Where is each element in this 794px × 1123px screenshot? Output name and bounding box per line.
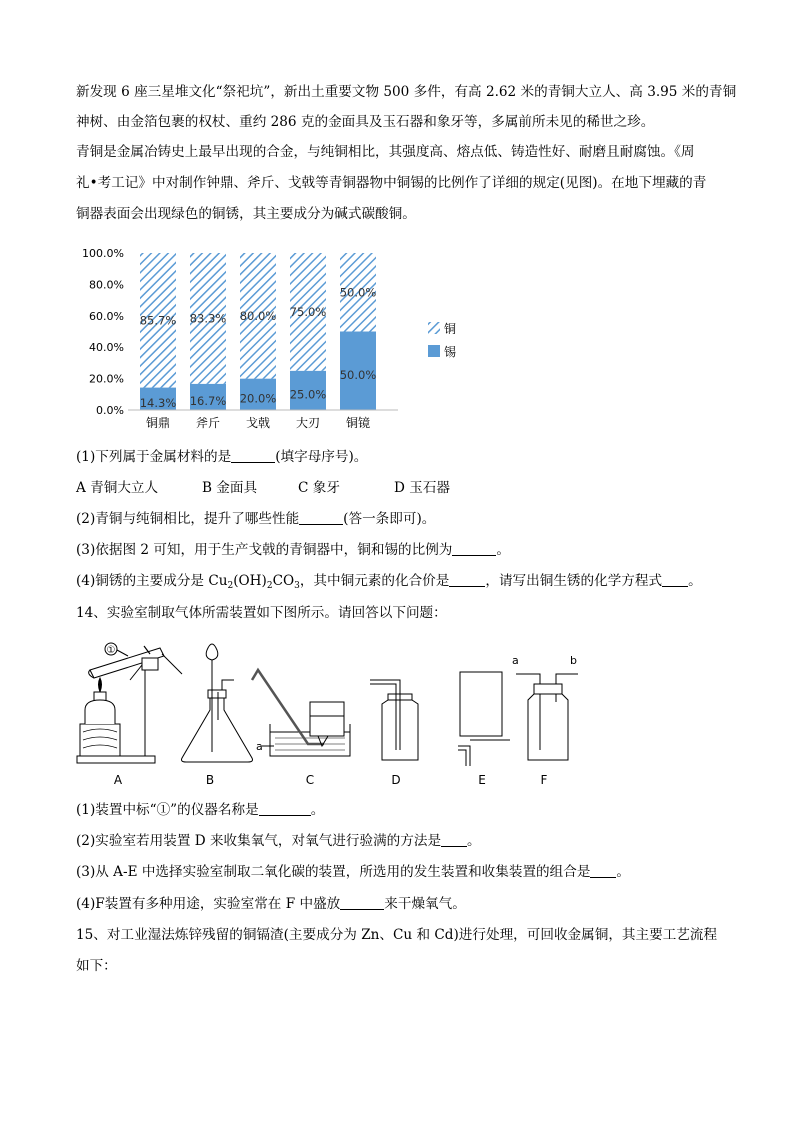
q14-3-text: (3)从 A-E 中选择实验室制取二氧化碳的装置，所选用的发生装置和收集装置的组合是 [76,864,591,880]
q15-line: 如下： [76,958,117,974]
label-e: E [478,773,486,787]
marker-1: ① [106,645,116,656]
q13-4-text: ，其中铜元素的化合价是 [299,573,450,589]
label-c: C [305,773,315,787]
label-f: F [540,773,548,787]
apparatus-d [370,680,418,760]
label-a-f: a [512,654,519,667]
answer-blank[interactable] [662,572,688,587]
y-tick-label: 60.0% [89,309,124,323]
legend-label-tin: 锡 [444,345,457,359]
q13-options [76,478,450,498]
data-label-copper: 85.7% [139,313,177,328]
legend-swatch-copper [428,322,440,334]
data-label-copper: 75.0% [289,304,327,319]
y-axis [82,247,124,417]
formula-sub: 3 [294,581,300,591]
x-tick-label: 铜镜 [345,416,371,430]
intro-line: 铜器表面会出现绿色的铜锈，其主要成分为碱式碳酸铜。 [76,206,416,222]
label-a-c: a [256,740,263,753]
data-label-tin: 14.3% [139,395,177,410]
answer-blank[interactable] [449,572,485,587]
y-tick-label: 40.0% [89,341,124,355]
q13-3-text: (3)依据图 2 可知，用于生产戈戟的青铜器中，铜和锡的比例为 [76,542,453,558]
q13-1-text: (1)下列属于金属材料的是 [76,449,232,465]
q14-4 [76,894,466,914]
answer-blank[interactable] [590,863,616,878]
q14-1-text-end: 。 [310,802,325,818]
y-tick-label: 80.0% [89,278,124,292]
q15-line: 15、对工业湿法炼锌残留的铜镉渣(主要成分为 Zn、Cu 和 Cd)进行处理，可回收金属铜，其主要工艺流程 [76,927,718,943]
q13-4 [76,571,702,596]
formula-sub: 2 [227,581,234,591]
x-axis [128,410,398,430]
x-tick-label: 斧斤 [195,416,221,430]
q13-2 [76,509,435,529]
q13-4-text: ，请写出铜生锈的化学方程式 [485,573,663,589]
y-tick-label: 20.0% [89,372,124,386]
y-tick-label: 0.0% [96,404,124,417]
q14-1-text: (1)装置中标“①”的仪器名称是 [76,802,259,818]
q13-1 [76,447,367,467]
option-c: C 象牙 [298,480,340,496]
x-tick-label: 戈戟 [245,416,271,430]
label-b-f: b [570,654,577,667]
intro-line: 新发现 6 座三星堆文化“祭祀坑”，新出土重要文物 500 多件，有高 2.62 米的青铜大立人、高 3.95 米的青铜 [76,84,737,100]
copper-tin-ratio-chart [70,240,490,435]
answer-blank[interactable] [231,448,275,463]
data-label-copper: 83.3% [189,311,227,326]
formula-part: (OH) [233,573,267,589]
answer-blank[interactable] [452,541,496,556]
answer-blank[interactable] [340,895,384,910]
data-label-copper: 50.0% [339,285,377,300]
q14-2 [76,831,481,851]
formula-part: CO [272,573,295,589]
x-tick-label: 铜鼎 [145,416,171,430]
apparatus-e [458,672,510,766]
q13-3 [76,540,510,560]
apparatus-b [182,644,253,762]
answer-blank[interactable] [259,801,311,816]
q13-2-text-end: (答一条即可)。 [343,511,436,527]
option-d: D 玉石器 [394,480,451,496]
data-label-copper: 80.0% [239,308,277,323]
option-b: B 金面具 [202,480,258,496]
apparatus-f [512,654,578,760]
q13-2-text: (2)青铜与纯铜相比，提升了哪些性能 [76,511,300,527]
q13-4-text-end: 。 [688,573,702,589]
intro-line: 青铜是金属冶铸史上最早出现的合金，与纯铜相比，其强度高、熔点低、铸造性好、耐磨且耐腐蚀。《周 [76,144,695,160]
lab-apparatus-figure [70,640,630,790]
answer-blank[interactable] [299,510,343,525]
legend-swatch-tin [428,345,440,357]
q13-1-text-end: (填字母序号)。 [275,449,368,465]
q14-1 [76,800,324,820]
q14-3 [76,862,630,882]
intro-line: 神树、由金箔包裹的权杖、重约 286 克的金面具及玉石器和象牙等，多属前所未见的稀世之珍。 [76,114,655,130]
answer-blank[interactable] [441,832,467,847]
x-tick-label: 大刃 [295,416,321,430]
q14-2-text: (2)实验室若用装置 D 来收集氧气，对氧气进行验满的方法是 [76,833,442,849]
label-b: B [205,773,215,787]
data-label-tin: 50.0% [339,367,377,382]
apparatus-a [77,643,182,763]
q14-title: 14、实验室制取气体所需装置如下图所示。请回答以下问题： [76,605,447,621]
q14-3-text-end: 。 [616,864,631,880]
apparatus-c [252,670,350,756]
q14-2-text-end: 。 [467,833,481,849]
option-a: A 青铜大立人 [76,480,159,496]
legend-label-copper: 铜 [444,322,457,336]
q14-4-text-end: 来干燥氧气。 [384,896,466,912]
q13-3-text-end: 。 [496,542,510,558]
y-tick-label: 100.0% [82,247,124,260]
label-d: D [391,773,401,787]
data-label-tin: 25.0% [289,387,327,402]
intro-line: 礼•考工记》中对制作钟鼎、斧斤、戈戟等青铜器物中铜锡的比例作了详细的规定(见图)。在地下埋藏的青 [76,175,707,191]
chart-legend [428,321,456,359]
data-label-tin: 20.0% [239,391,277,406]
formula-sub: 2 [266,581,273,591]
data-label-tin: 16.7% [189,393,227,408]
formula-part: (4)铜锈的主要成分是 Cu [76,573,228,589]
bars [140,253,377,410]
q14-4-text: (4)F装置有多种用途，实验室常在 F 中盛放 [76,896,341,912]
label-a: A [113,773,123,787]
